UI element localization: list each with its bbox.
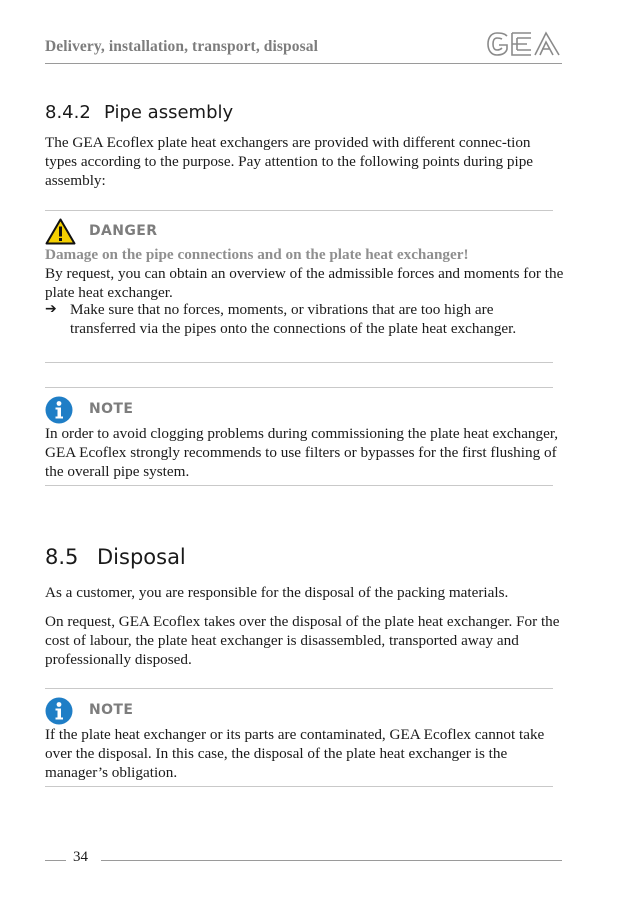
info-icon — [45, 396, 73, 424]
section-number: 8.4.2 — [45, 102, 91, 123]
danger-body: By request, you can obtain an overview of the admissible forces and moments for the plate heat exchanger. — [45, 265, 564, 301]
note1-body: In order to avoid clogging problems during commissioning the plate heat exchanger, GEA Ecoflex strongly recommends to use filters or bypasses for the first flushing of the overall pipe system. — [45, 425, 559, 480]
danger-label: DANGER — [89, 223, 158, 239]
warning-triangle-icon — [45, 218, 76, 245]
gea-logo — [486, 30, 562, 58]
danger-top-rule — [45, 210, 553, 211]
note2-bottom-rule — [45, 786, 553, 787]
note2-top-rule — [45, 688, 553, 689]
section-title: Disposal — [97, 545, 186, 569]
note1-label: NOTE — [89, 401, 134, 417]
note1-bottom-rule — [45, 485, 553, 486]
note2-label: NOTE — [89, 702, 134, 718]
danger-instruction-text: Make sure that no forces, moments, or vibrations that are too high are transferred via the pipes onto the connections of the plate heat exchanger. — [70, 301, 517, 337]
section-heading-8-5 — [45, 545, 186, 569]
info-icon — [45, 697, 73, 725]
danger-headline: Damage on the pipe connections and on the plate heat exchanger! — [45, 246, 469, 263]
pipe-assembly-intro: The GEA Ecoflex plate heat exchangers are provided with different connec-tion types according to the purpose. Pay attention to the following points during pipe assembly: — [45, 134, 534, 189]
section-title: Pipe assembly — [104, 102, 234, 123]
footer-rule-right — [101, 860, 562, 861]
note2-body: If the plate heat exchanger or its parts are contaminated, GEA Ecoflex cannot take over the disposal. In this case, the disposal of the plate heat exchanger is the manager’s obligation. — [45, 726, 545, 781]
footer-rule-left — [45, 860, 66, 861]
page-number: 34 — [73, 849, 88, 865]
section-number: 8.5 — [45, 545, 79, 569]
disposal-para-1: As a customer, you are responsible for the disposal of the packing materials. — [45, 584, 509, 601]
arrow-right-icon: ➔ — [45, 301, 57, 317]
header-rule — [45, 63, 562, 64]
disposal-para-2: On request, GEA Ecoflex takes over the disposal of the plate heat exchanger. For the cost of labour, the plate heat exchanger is disassembled, transported away and professionally disposed. — [45, 613, 560, 668]
section-heading-8-4-2 — [45, 102, 233, 123]
danger-bottom-rule — [45, 362, 553, 363]
running-header: Delivery, installation, transport, disposal — [45, 38, 318, 55]
note1-top-rule — [45, 387, 553, 388]
